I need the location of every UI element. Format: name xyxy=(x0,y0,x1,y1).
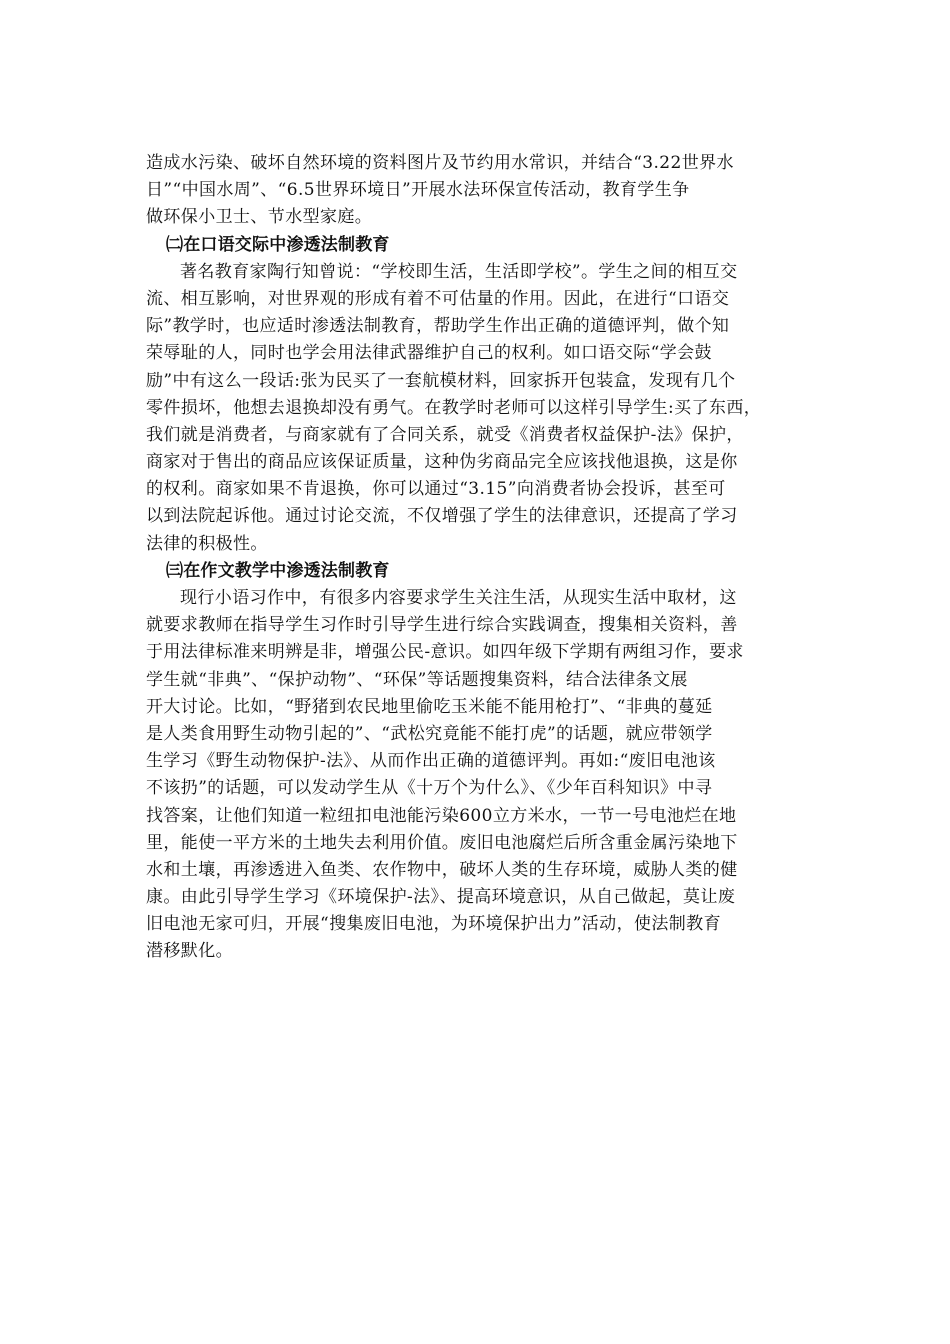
text-line: 日”“中国水周”、“6.5世界环境日”开展水法环保宣传活动，教育学生争 xyxy=(146,180,690,201)
text-line: 现行小语习作中，有很多内容要求学生关注生活，从现实生活中取材，这 xyxy=(180,588,737,608)
text-line: 就要求教师在指导学生习作时引导学生进行综合实践调查，搜集相关资料，善 xyxy=(146,615,738,636)
text-line: 商家对于售出的商品应该保证质量，这种伪劣商品完全应该找他退换，这是你 xyxy=(146,452,738,473)
text-line: 学生就“非典”、“保护动物”、“环保”等话题搜集资料，结合法律条文展 xyxy=(146,669,688,690)
text-line: 是人类食用野生动物引起的”、“武松究竟能不能打虎”的话题，就应带领学 xyxy=(146,723,713,744)
text-line: 以到法院起诉他。通过讨论交流，不仅增强了学生的法律意识，还提高了学习 xyxy=(146,506,738,527)
text-line: 生学习《野生动物保护-法》、从而作出正确的道德评判。再如:“废旧电池该 xyxy=(146,751,716,772)
section-heading-oral: ㈡在口语交际中渗透法制教育 xyxy=(166,234,390,255)
paragraph-intro xyxy=(146,150,818,232)
text-line: 于用法律标准来明辨是非，增强公民-意识。如四年级下学期有两组习作，要求 xyxy=(146,642,744,663)
text-line: 造成水污染、破坏自然环境的资料图片及节约用水常识，并结合“3.22世界水 xyxy=(146,153,734,173)
text-line: 际”教学时，也应适时渗透法制教育，帮助学生作出正确的道德评判，做个知 xyxy=(146,316,730,337)
text-line: 做环保小卫士、节水型家庭。 xyxy=(146,207,373,228)
document-page xyxy=(146,150,818,966)
paragraph-oral xyxy=(146,259,818,558)
text-line: 流、相互影响，对世界观的形成有着不可估量的作用。因此，在进行“口语交 xyxy=(146,288,730,309)
text-line: 里，能使一平方米的土地失去利用价值。废旧电池腐烂后所含重金属污染地下 xyxy=(146,832,738,853)
text-line: 著名教育家陶行知曾说：“学校即生活，生活即学校”。学生之间的相互交 xyxy=(180,261,738,282)
text-line: 的权利。商家如果不肯退换，你可以通过“3.15”向消费者协会投诉，甚至可 xyxy=(146,479,726,500)
text-line: 荣辱耻的人，同时也学会用法律武器维护自己的权利。如口语交际“学会鼓 xyxy=(146,343,712,364)
text-line: 潜移默化。 xyxy=(146,941,233,962)
section-heading-writing: ㈢在作文教学中渗透法制教育 xyxy=(166,560,390,581)
paragraph-writing xyxy=(146,585,818,966)
text-line: 找答案，让他们知道一粒纽扣电池能污染600立方米水，一节一号电池烂在地 xyxy=(146,805,737,826)
text-line: 旧电池无家可归，开展“搜集废旧电池，为环境保护出力”活动，使法制教育 xyxy=(146,914,721,935)
text-line: 水和土壤，再渗透进入鱼类、农作物中，破坏人类的生存环境，威胁人类的健 xyxy=(146,859,738,880)
text-line: 法律的积极性。 xyxy=(146,533,268,554)
text-line: 零件损坏，他想去退换却没有勇气。在教学时老师可以这样引导学生:买了东西， xyxy=(146,397,762,418)
text-line: 康。由此引导学生学习《环境保护-法》、提高环境意识，从自己做起，莫让废 xyxy=(146,887,736,908)
text-line: 励”中有这么一段话:张为民买了一套航模材料，回家拆开包装盒，发现有几个 xyxy=(146,370,736,391)
text-line: 不该扔”的话题，可以发动学生从《十万个为什么》、《少年百科知识》中寻 xyxy=(146,778,713,799)
text-line: 开大讨论。比如，“野猪到农民地里偷吃玉米能不能用枪打”、“非典的蔓延 xyxy=(146,696,713,717)
text-line: 我们就是消费者，与商家就有了合同关系，就受《消费者权益保护-法》保护， xyxy=(146,424,744,445)
